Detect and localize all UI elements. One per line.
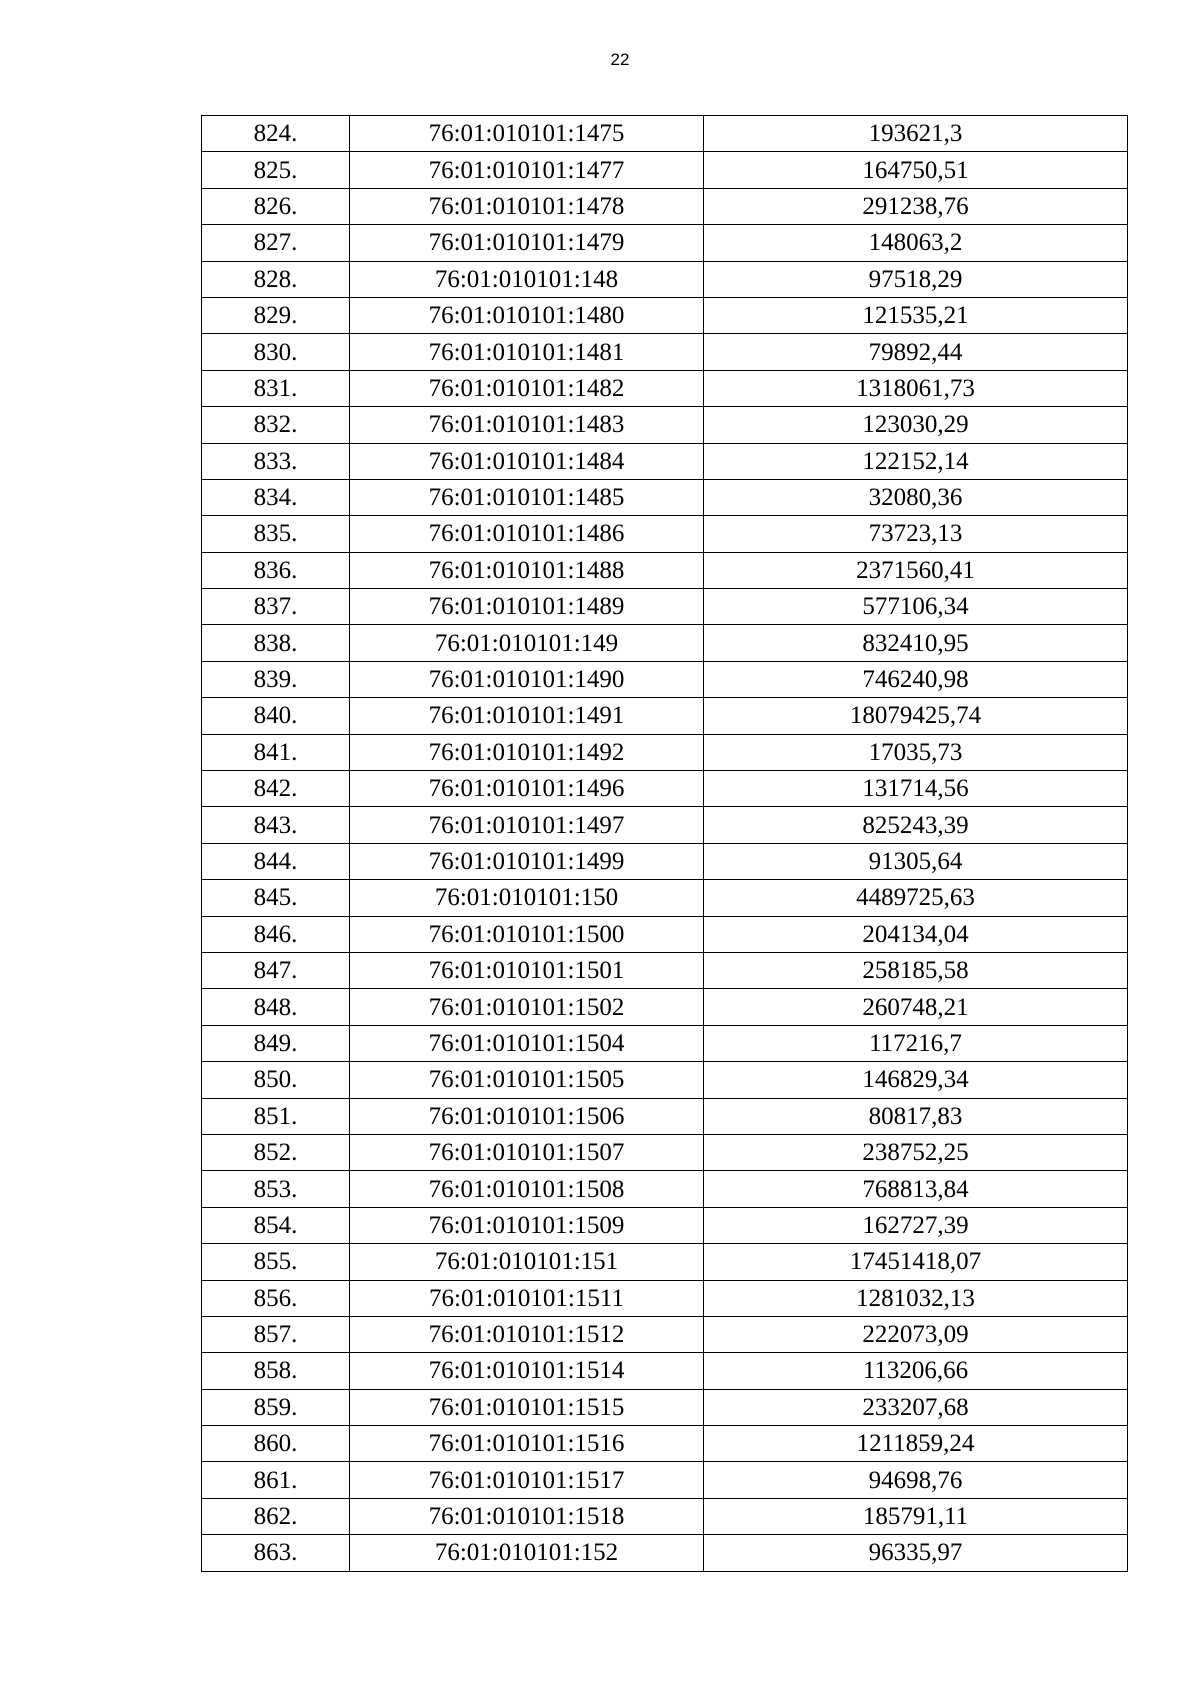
- cadastral-number-cell: 76:01:010101:1504: [350, 1025, 704, 1061]
- table-row: [202, 443, 1128, 479]
- cadastral-value-cell: 185791,11: [704, 1498, 1128, 1534]
- table-row: [202, 1389, 1128, 1425]
- cadastral-value-cell: 577106,34: [704, 589, 1128, 625]
- table-row: [202, 479, 1128, 515]
- cadastral-value-cell: 825243,39: [704, 807, 1128, 843]
- cadastral-value-cell: 4489725,63: [704, 880, 1128, 916]
- row-number-cell: 826.: [202, 188, 350, 224]
- cadastral-value-cell: 17451418,07: [704, 1244, 1128, 1280]
- cadastral-number-cell: 76:01:010101:1502: [350, 989, 704, 1025]
- row-number-cell: 837.: [202, 589, 350, 625]
- table-row: [202, 989, 1128, 1025]
- row-number-cell: 853.: [202, 1171, 350, 1207]
- table-row: [202, 1025, 1128, 1061]
- cadastral-number-cell: 76:01:010101:1500: [350, 916, 704, 952]
- cadastral-value-cell: 123030,29: [704, 407, 1128, 443]
- cadastral-number-cell: 76:01:010101:148: [350, 261, 704, 297]
- row-number-cell: 847.: [202, 952, 350, 988]
- table-row: [202, 1207, 1128, 1243]
- cadastral-number-cell: 76:01:010101:1475: [350, 116, 704, 152]
- cadastral-number-cell: 76:01:010101:1492: [350, 734, 704, 770]
- cadastral-value-cell: 80817,83: [704, 1098, 1128, 1134]
- cadastral-value-cell: 73723,13: [704, 516, 1128, 552]
- row-number-cell: 848.: [202, 989, 350, 1025]
- row-number-cell: 836.: [202, 552, 350, 588]
- cadastral-value-cell: 204134,04: [704, 916, 1128, 952]
- table-row: [202, 1171, 1128, 1207]
- cadastral-number-cell: 76:01:010101:1485: [350, 479, 704, 515]
- cadastral-number-cell: 76:01:010101:1497: [350, 807, 704, 843]
- cadastral-value-cell: 746240,98: [704, 661, 1128, 697]
- table-row: [202, 1098, 1128, 1134]
- row-number-cell: 854.: [202, 1207, 350, 1243]
- table-row: [202, 1244, 1128, 1280]
- cadastral-number-cell: 76:01:010101:1477: [350, 152, 704, 188]
- cadastral-value-cell: 291238,76: [704, 188, 1128, 224]
- page-number: 22: [610, 50, 630, 69]
- row-number-cell: 832.: [202, 407, 350, 443]
- table-row: [202, 916, 1128, 952]
- cadastral-number-cell: 76:01:010101:1511: [350, 1280, 704, 1316]
- table-row: [202, 516, 1128, 552]
- cadastral-number-cell: 76:01:010101:1478: [350, 188, 704, 224]
- cadastral-number-cell: 76:01:010101:1499: [350, 843, 704, 879]
- cadastral-value-cell: 113206,66: [704, 1353, 1128, 1389]
- table-row: [202, 807, 1128, 843]
- table-row: [202, 370, 1128, 406]
- table-row: [202, 1426, 1128, 1462]
- table-row: [202, 188, 1128, 224]
- row-number-cell: 834.: [202, 479, 350, 515]
- cadastral-number-cell: 76:01:010101:1489: [350, 589, 704, 625]
- row-number-cell: 852.: [202, 1134, 350, 1170]
- row-number-cell: 861.: [202, 1462, 350, 1498]
- row-number-cell: 856.: [202, 1280, 350, 1316]
- row-number-cell: 857.: [202, 1316, 350, 1352]
- table-body: [202, 116, 1128, 1572]
- cadastral-number-cell: 76:01:010101:1483: [350, 407, 704, 443]
- cadastral-number-cell: 76:01:010101:1490: [350, 661, 704, 697]
- cadastral-value-cell: 148063,2: [704, 225, 1128, 261]
- cadastral-number-cell: 76:01:010101:1508: [350, 1171, 704, 1207]
- cadastral-number-cell: 76:01:010101:1496: [350, 771, 704, 807]
- table-row: [202, 1134, 1128, 1170]
- cadastral-number-cell: 76:01:010101:1517: [350, 1462, 704, 1498]
- cadastral-value-cell: 94698,76: [704, 1462, 1128, 1498]
- row-number-cell: 840.: [202, 698, 350, 734]
- table-row: [202, 698, 1128, 734]
- row-number-cell: 860.: [202, 1426, 350, 1462]
- cadastral-value-cell: 222073,09: [704, 1316, 1128, 1352]
- row-number-cell: 846.: [202, 916, 350, 952]
- row-number-cell: 845.: [202, 880, 350, 916]
- row-number-cell: 833.: [202, 443, 350, 479]
- cadastral-value-cell: 117216,7: [704, 1025, 1128, 1061]
- cadastral-value-cell: 91305,64: [704, 843, 1128, 879]
- cadastral-value-cell: 1281032,13: [704, 1280, 1128, 1316]
- cadastral-value-cell: 131714,56: [704, 771, 1128, 807]
- cadastral-value-cell: 260748,21: [704, 989, 1128, 1025]
- cadastral-number-cell: 76:01:010101:152: [350, 1535, 704, 1571]
- cadastral-value-cell: 2371560,41: [704, 552, 1128, 588]
- table-row: [202, 152, 1128, 188]
- cadastral-number-cell: 76:01:010101:1488: [350, 552, 704, 588]
- cadastral-value-cell: 258185,58: [704, 952, 1128, 988]
- table-row: [202, 297, 1128, 333]
- table-row: [202, 771, 1128, 807]
- row-number-cell: 830.: [202, 334, 350, 370]
- table-row: [202, 589, 1128, 625]
- cadastral-number-cell: 76:01:010101:1512: [350, 1316, 704, 1352]
- row-number-cell: 828.: [202, 261, 350, 297]
- table-row: [202, 1498, 1128, 1534]
- table-row: [202, 952, 1128, 988]
- row-number-cell: 858.: [202, 1353, 350, 1389]
- cadastral-value-table: [201, 115, 1128, 1572]
- table-row: [202, 261, 1128, 297]
- cadastral-value-cell: 1318061,73: [704, 370, 1128, 406]
- row-number-cell: 827.: [202, 225, 350, 261]
- cadastral-value-cell: 18079425,74: [704, 698, 1128, 734]
- row-number-cell: 844.: [202, 843, 350, 879]
- table-row: [202, 225, 1128, 261]
- cadastral-value-cell: 164750,51: [704, 152, 1128, 188]
- table-row: [202, 407, 1128, 443]
- table-row: [202, 843, 1128, 879]
- cadastral-number-cell: 76:01:010101:1515: [350, 1389, 704, 1425]
- cadastral-value-cell: 122152,14: [704, 443, 1128, 479]
- cadastral-number-cell: 76:01:010101:1491: [350, 698, 704, 734]
- table-row: [202, 1535, 1128, 1571]
- cadastral-number-cell: 76:01:010101:1479: [350, 225, 704, 261]
- cadastral-number-cell: 76:01:010101:1506: [350, 1098, 704, 1134]
- cadastral-number-cell: 76:01:010101:151: [350, 1244, 704, 1280]
- cadastral-value-cell: 1211859,24: [704, 1426, 1128, 1462]
- cadastral-number-cell: 76:01:010101:1480: [350, 297, 704, 333]
- cadastral-number-cell: 76:01:010101:1486: [350, 516, 704, 552]
- cadastral-number-cell: 76:01:010101:1481: [350, 334, 704, 370]
- row-number-cell: 850.: [202, 1062, 350, 1098]
- table-row: [202, 734, 1128, 770]
- cadastral-value-cell: 768813,84: [704, 1171, 1128, 1207]
- row-number-cell: 824.: [202, 116, 350, 152]
- row-number-cell: 849.: [202, 1025, 350, 1061]
- cadastral-number-cell: 76:01:010101:1482: [350, 370, 704, 406]
- row-number-cell: 835.: [202, 516, 350, 552]
- cadastral-number-cell: 76:01:010101:1518: [350, 1498, 704, 1534]
- row-number-cell: 842.: [202, 771, 350, 807]
- row-number-cell: 825.: [202, 152, 350, 188]
- table-row: [202, 1316, 1128, 1352]
- cadastral-value-cell: 832410,95: [704, 625, 1128, 661]
- cadastral-value-cell: 96335,97: [704, 1535, 1128, 1571]
- cadastral-value-cell: 32080,36: [704, 479, 1128, 515]
- cadastral-value-cell: 79892,44: [704, 334, 1128, 370]
- cadastral-number-cell: 76:01:010101:150: [350, 880, 704, 916]
- row-number-cell: 829.: [202, 297, 350, 333]
- table-row: [202, 1280, 1128, 1316]
- cadastral-number-cell: 76:01:010101:1507: [350, 1134, 704, 1170]
- table-row: [202, 1462, 1128, 1498]
- table-row: [202, 625, 1128, 661]
- row-number-cell: 839.: [202, 661, 350, 697]
- cadastral-value-cell: 17035,73: [704, 734, 1128, 770]
- cadastral-value-cell: 233207,68: [704, 1389, 1128, 1425]
- row-number-cell: 859.: [202, 1389, 350, 1425]
- row-number-cell: 863.: [202, 1535, 350, 1571]
- cadastral-number-cell: 76:01:010101:1514: [350, 1353, 704, 1389]
- cadastral-number-cell: 76:01:010101:1501: [350, 952, 704, 988]
- table-row: [202, 116, 1128, 152]
- cadastral-value-cell: 121535,21: [704, 297, 1128, 333]
- table-row: [202, 552, 1128, 588]
- cadastral-number-cell: 76:01:010101:1509: [350, 1207, 704, 1243]
- cadastral-value-cell: 238752,25: [704, 1134, 1128, 1170]
- row-number-cell: 851.: [202, 1098, 350, 1134]
- table-row: [202, 334, 1128, 370]
- row-number-cell: 862.: [202, 1498, 350, 1534]
- row-number-cell: 841.: [202, 734, 350, 770]
- table-row: [202, 661, 1128, 697]
- table-row: [202, 1353, 1128, 1389]
- row-number-cell: 855.: [202, 1244, 350, 1280]
- cadastral-number-cell: 76:01:010101:149: [350, 625, 704, 661]
- row-number-cell: 831.: [202, 370, 350, 406]
- table-row: [202, 1062, 1128, 1098]
- row-number-cell: 838.: [202, 625, 350, 661]
- cadastral-number-cell: 76:01:010101:1505: [350, 1062, 704, 1098]
- cadastral-value-cell: 146829,34: [704, 1062, 1128, 1098]
- cadastral-number-cell: 76:01:010101:1484: [350, 443, 704, 479]
- row-number-cell: 843.: [202, 807, 350, 843]
- table-row: [202, 880, 1128, 916]
- cadastral-value-cell: 97518,29: [704, 261, 1128, 297]
- cadastral-number-cell: 76:01:010101:1516: [350, 1426, 704, 1462]
- cadastral-value-cell: 162727,39: [704, 1207, 1128, 1243]
- cadastral-value-cell: 193621,3: [704, 116, 1128, 152]
